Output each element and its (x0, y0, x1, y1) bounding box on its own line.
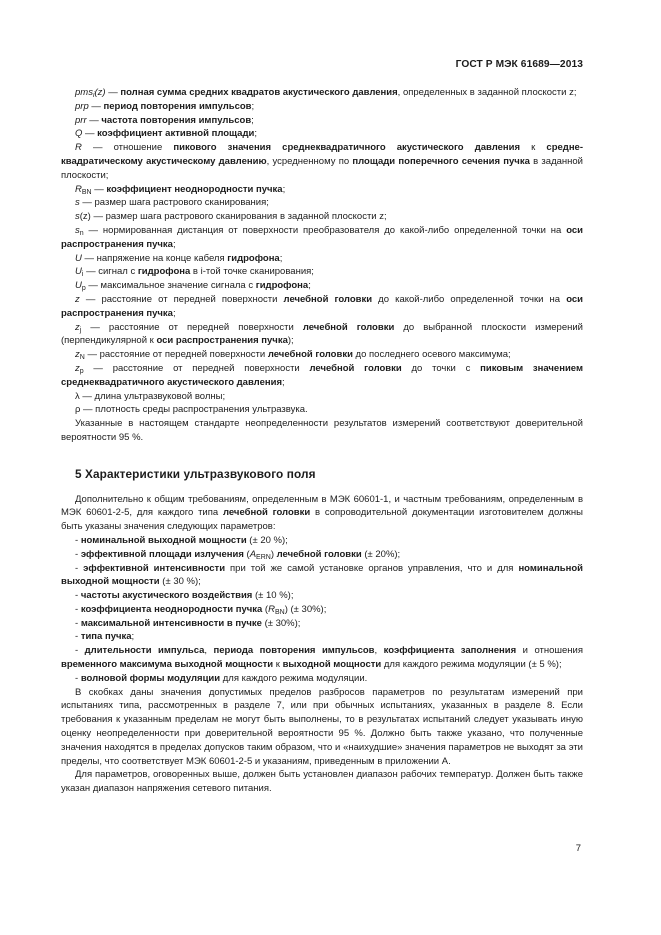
def-s: s — размер шага растрового сканирования; (75, 197, 269, 209)
def-rho: ρ — плотность среды распространения ультразвука. (75, 404, 308, 416)
def-zp: $z_p$ — расстояние от передней поверхности лечебной головки до точки с пиковым значением среднеквадратичного акустического давления; (61, 362, 583, 388)
uncertainty-note: Указанные в настоящем стандарте неопределенности результатов измерений соответствуют доверительной вероятности 95 %. (61, 418, 583, 443)
list-item: - номинальной выходной мощности (± 20 %); (75, 534, 288, 546)
def-zn: $z_N$ — расстояние от передней поверхности лечебной головки до последнего осевого максимума; (75, 349, 511, 362)
list-item: - типа пучка; (75, 631, 135, 643)
def-sz: s(z) — размер шага растрового сканирования в заданной плоскости z; (75, 211, 387, 223)
list-item: - эффективной интенсивности при той же самой установке органов управления, что и для номинальной выходной мощности (± 30 %); (61, 562, 583, 588)
def-prp: prp — период повторения импульсов; (75, 100, 255, 112)
limits-paragraph: В скобках даны значения допустимых пределов разбросов параметров по результатам измерений при испытаниях типа, рассмотренных в разделе 7, или при обычных испытаниях, указанных в разделе 8. Если требования к указанным пределам не могут быть выполнены, то в результатах испытаний следует указывать иную оценку неопределенности при доверительной вероятности 95 %. Должно быть также указано, что полученные значения находятся в пределах допусков таким образом, что и «наихудшие» значения параметров не выходят за эти пределы, что соответствует МЭК 60601-2-5 и указаниям, приведенным в приложении А. (61, 686, 583, 767)
list-item: - коэффициента неоднородности пучка $(R_{BN})$ (± 30%); (75, 603, 327, 616)
def-pms: pms$_i$(z) — полная сумма средних квадратов акустического давления, определенных в заданной плоскости z; (75, 87, 577, 99)
list-item: - частоты акустического воздействия (± 10 %); (75, 590, 294, 602)
temperature-paragraph: Для параметров, оговоренных выше, должен быть установлен диапазон рабочих температур. Должен быть также указан диапазон напряжения сетевого питания. (61, 769, 583, 795)
def-r: R — отношение пикового значения среднеквадратичного акустического давления к среднеквадратическому акустическому давлению, усредненному по площади поперечного сечения пучка в заданной плоскости; (61, 142, 584, 181)
section-5-intro: Дополнительно к общим требованиям, определенным в МЭК 60601-1, и частным требованиям, определенным в МЭК 60601-2-5, для каждого типа лечебной головки в сопроводительной документации изготовителем должны быть указаны значения следующих параметров: (61, 493, 583, 533)
def-sn: $s_n$ — нормированная дистанция от поверхности преобразователя до какой-либо определенной точки на оси распространения пучка; (61, 224, 583, 250)
def-rbn: $R_{BN}$ — коэффициент неоднородности пучка; (75, 183, 286, 196)
list-item: - максимальной интенсивности в пучке (± 30%); (75, 617, 301, 629)
def-q: Q — коэффициент активной площади; (75, 128, 257, 140)
def-z: z — расстояние от передней поверхности лечебной головки до какой-либо определенной точки на оси распространения пучка; (61, 293, 583, 319)
standard-header: ГОСТ Р МЭК 61689—2013 (455, 59, 583, 70)
page-content (61, 86, 583, 796)
list-item: - волновой формы модуляции для каждого режима модуляции. (75, 672, 368, 684)
def-ui: $U_i$ — сигнал с гидрофона в i-той точке сканирования; (75, 266, 314, 279)
list-item: - длительности импульса, периода повторения импульсов, коэффициента заполнения и отношения временного максимума выходной мощности к выходной мощности для каждого режима модуляции (± 5 %); (61, 645, 584, 671)
def-prr: prr — частота повторения импульсов; (75, 114, 254, 126)
def-up: $U_p$ — максимальное значение сигнала с гидрофона; (75, 280, 311, 293)
section-5-heading: 5 Характеристики ультразвукового поля (75, 466, 316, 481)
def-lambda: λ — длина ультразвуковой волны; (75, 390, 226, 402)
def-zj: $z_j$ — расстояние от передней поверхности лечебной головки до выбранной плоскости измерений (перпендикулярной к оси распространения пучка); (61, 321, 583, 347)
def-u: U — напряжение на конце кабеля гидрофона; (75, 252, 283, 264)
list-item: - эффективной площади излучения $(A_{ERN})$ лечебной головки (± 20%); (75, 548, 401, 561)
page-number: 7 (575, 843, 581, 854)
